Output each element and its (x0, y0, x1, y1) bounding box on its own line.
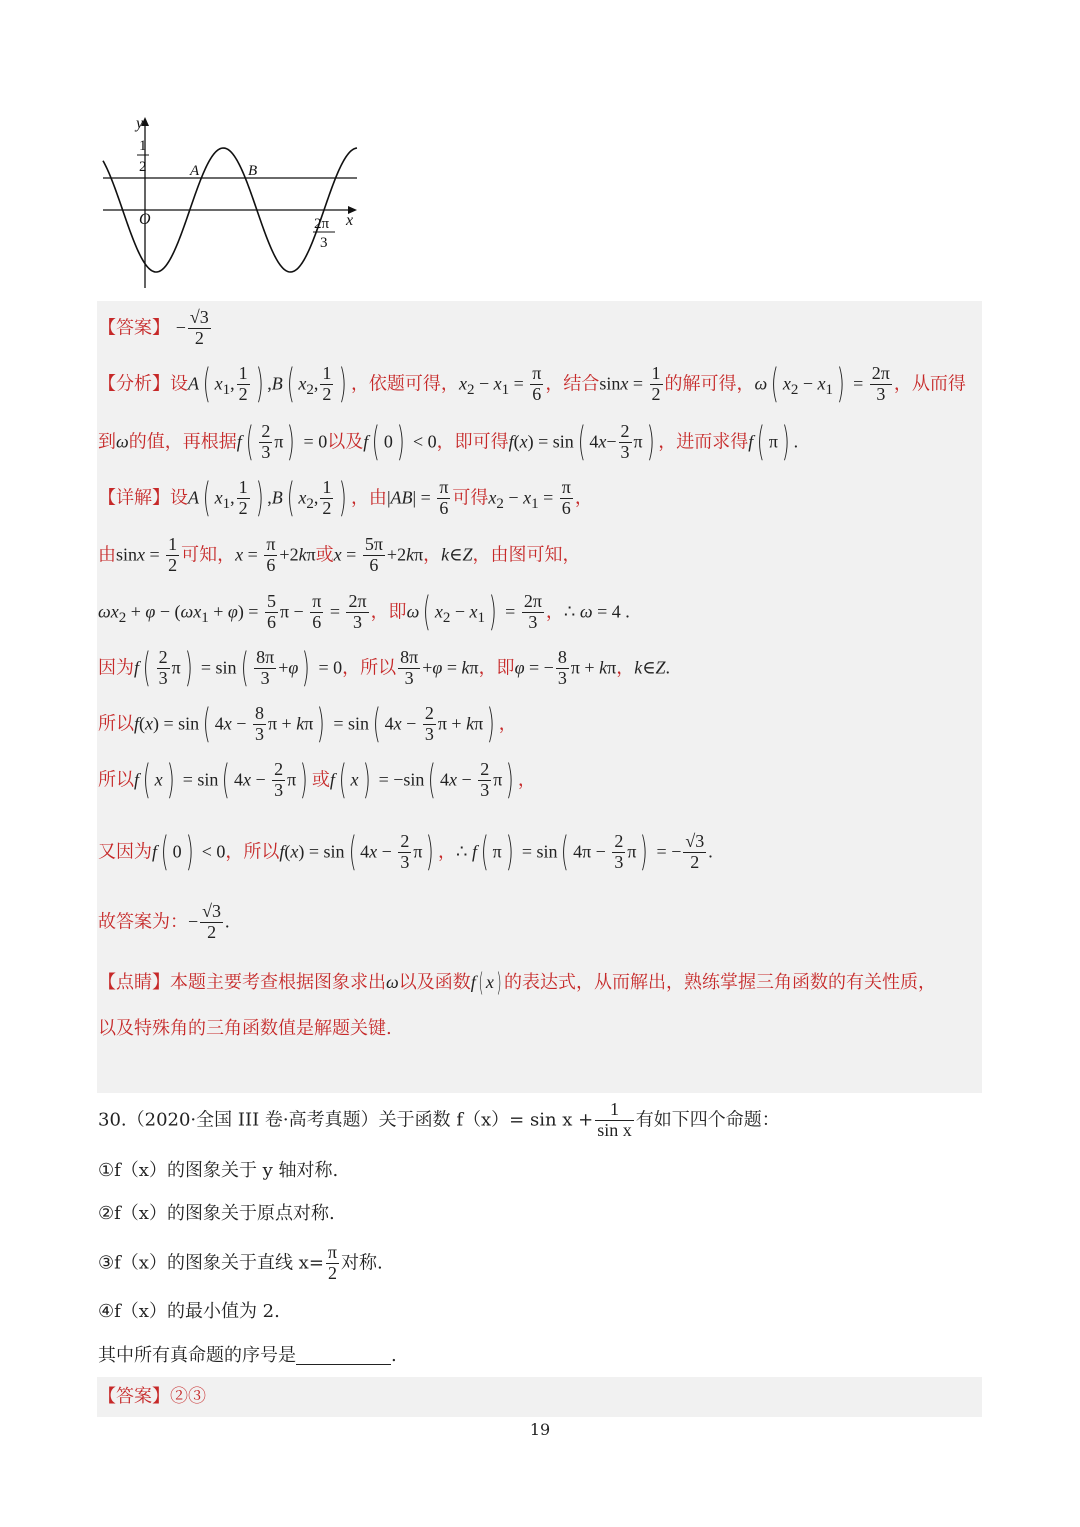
comment-line-1: 【点睛】本题主要考查根据图象求出ω以及函数f( x) 的表达式，从而解出，熟练掌握三角函数的有关性质， (98, 968, 937, 998)
detail-line-4: 因为f( $\frac{2}{3}$ π) = sin( $\frac{8\pi}{3}$ +φ) = 0，所以 $\frac{8\pi}{3}$ +φ = kπ，即φ = − $\frac{8}{3}$ π + kπ，k∈Z. (98, 645, 671, 692)
question-item-4: ④f（x）的最小值为 2. (98, 1301, 280, 1322)
y-axis-label: y (136, 115, 144, 132)
point-b-label: B (248, 163, 258, 179)
detail-line-5: 所以f(x) = sin( 4x − $\frac{8}{3}$ π + kπ) = sin( 4x − $\frac{2}{3}$ π + kπ) ， (98, 701, 517, 748)
detail-line-3: $\omega x_2 + \varphi - (\omega x_1 + \varphi)$ = $\frac{5}{6}$ π − $\frac{\pi}{6}$ = $\frac{2\pi}{3}$ ，即ω( $x_2 - x_1$) = $\frac{2\pi}{3}$ ，∴ ω = 4 . (98, 589, 630, 636)
comment-line-2: 以及特殊角的三角函数值是解题关键. (98, 1018, 392, 1039)
question-item-1: ①f（x）的图象关于 y 轴对称. (98, 1160, 339, 1181)
analysis-line-2: 到ω的值，再根据f( $\frac{2}{3}$ π) = 0以及f( 0) < 0，即可得f(x) = sin( 4x− $\frac{2}{3}$ π) ，进而求得f( π) . (98, 419, 799, 466)
y-tick-den: 2 (139, 159, 147, 175)
question-answer-line: 【答案】②③ (98, 1386, 206, 1407)
question-answer-block (97, 1377, 982, 1417)
question-item-3: ③f（x）的图象关于直线 x= $\frac{\pi}{2}$ 对称. (98, 1242, 383, 1283)
page-number: 19 (529, 1420, 551, 1439)
x-tick-num: 2π (314, 216, 330, 232)
sine-graph-figure (95, 112, 365, 292)
detail-line-1: 【详解】设A( $x_1$, $\frac{1}{2}$ ) ,B( $x_2$, $\frac{1}{2}$ ) ，由|AB| = $\frac{\pi}{6}$ 可得$x_2 - x_1$ = $\frac{\pi}{6}$ ， (98, 475, 593, 522)
answer-tag: 【答案】 (98, 317, 170, 339)
detail-line-6: 所以f( x) = sin( 4x − $\frac{2}{3}$ π) 或f( x) = −sin( 4x − $\frac{2}{3}$ π) ， (98, 757, 536, 804)
point-a-label: A (190, 163, 200, 179)
origin-label: O (139, 211, 151, 228)
answer-line: 【答案】 − $\frac{√3}{2}$ (98, 307, 209, 348)
detail-line-7: 又因为f( 0) < 0，所以f(x) = sin( 4x − $\frac{2}{3}$ π) ，∴ f( π) = sin( 4π − $\frac{2}{3}$ π) = − $\frac{√3}{2}$ . (98, 829, 713, 876)
detail-line-2: 由sinx = $\frac{1}{2}$ 可知，x = $\frac{\pi}{6}$ +2kπ或x = $\frac{5\pi}{6}$ +2kπ，k∈Z，由图可知， (98, 534, 581, 575)
x-axis-label: x (346, 212, 354, 229)
answer-blank[interactable] (296, 1346, 391, 1365)
x-tick-den: 3 (320, 235, 328, 251)
question-stem: 30.（2020·全国 III 卷·高考真题）关于函数 f（x）= sin x + $\frac{1}{\text{sin x}}$ 有如下四个命题： (98, 1099, 780, 1140)
question-ask: 其中所有真命题的序号是 . (98, 1345, 397, 1366)
detail-line-8: 故答案为：− $\frac{√3}{2}$ . (98, 901, 230, 942)
analysis-line-1: 【分析】设A( $x_1$, $\frac{1}{2}$ ) ,B( $x_2$, $\frac{1}{2}$ ) ，依题可得，$x_2 - x_1$ = $\frac{\pi}{6}$ ，结合sinx = $\frac{1}{2}$ 的解可得，ω( $x_2 - x_1$) = $\frac{2\pi}{3}$ ，从而得 (98, 361, 966, 408)
y-tick-num: 1 (139, 138, 147, 154)
answer-fraction: $\frac{√3}{2}$ (189, 307, 209, 348)
question-item-2: ②f（x）的图象关于原点对称. (98, 1203, 335, 1224)
